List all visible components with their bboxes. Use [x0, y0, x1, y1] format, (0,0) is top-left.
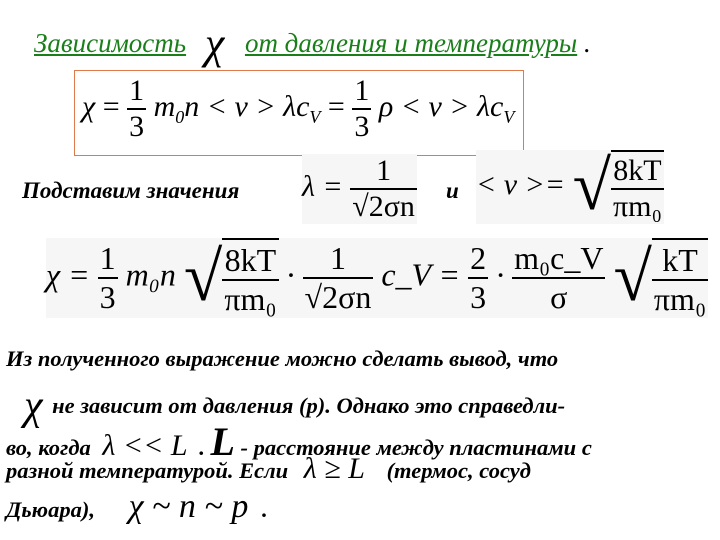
formula-chi-result: χ = $\frac{1}{3}$ m₀n √ $\frac{8kT}{\text{πm₀}}$ · $\frac{1}{√2\sigma n}$ c_V = $\frac{2}{3}$ · $\frac{\text{m₀c\_V}}{\sigma}$ √ $\frac{kT}{\text{πm₀}}$: [46, 239, 707, 317]
f3-8kT: 8kT: [224, 242, 277, 278]
f3-cv: c_V =: [381, 256, 461, 293]
paragraph-line-1: Из полученного выражение можно сделать вывод, что: [6, 346, 559, 371]
title-chi-symbol: χ: [204, 19, 225, 68]
f3-sigma: σ: [512, 277, 605, 316]
lambda-denominator: √2σn: [352, 190, 415, 223]
lambda-numerator: 1: [376, 154, 392, 187]
para-line4-a: разной температурой. Если: [6, 458, 289, 483]
para-line4-b: (термос, сосуд: [386, 458, 531, 483]
f3-two: 2: [470, 240, 487, 276]
f3-three-2: 3: [470, 279, 487, 315]
para-line3-b: - расстояние между пластинами с: [240, 435, 592, 460]
para-line3-L: L: [210, 419, 235, 464]
f3-dot-2: ·: [496, 256, 505, 293]
para-line3-a: во, когда: [6, 435, 91, 460]
para-line5-end: .: [261, 497, 268, 522]
formula-chi-definition: χ = $\frac{1}{3}$ $m_0n < v > \lambda c_V$ = $\frac{1}{3}$ $\rho < v > \lambda c_V$: [82, 74, 515, 143]
f3-pim0: πm₀: [224, 281, 277, 317]
f3-one-2: 1: [329, 240, 346, 276]
f3-three: 3: [99, 279, 116, 315]
para-line5-a: Дьюара),: [6, 497, 95, 522]
v-denominator: πm₀: [612, 190, 662, 223]
lambda-eq: λ =: [302, 169, 343, 203]
title-left: Зависимость: [34, 28, 187, 58]
formula-lambda: [302, 154, 417, 224]
formula-mean-velocity: < v >= √ $\frac{8kT}{\text{πm₀}}$: [476, 148, 662, 225]
title-period: .: [583, 28, 591, 58]
para-chi: χ: [24, 383, 43, 429]
page-title: [34, 18, 714, 66]
f3-kT: kT: [662, 242, 698, 278]
title-right: от давления и температуры: [244, 28, 578, 58]
para-line3-math: λ << L: [102, 429, 188, 462]
f3-den2: √2σn: [304, 279, 372, 315]
f3-pim0-2: πm₀: [653, 281, 707, 317]
v-numerator: 8kT: [613, 154, 662, 187]
para-line4-math: λ ≥ L: [303, 452, 365, 485]
f3-one: 1: [99, 240, 116, 276]
para-line3-dot: .: [199, 435, 205, 460]
paragraph-line-5: [6, 488, 716, 526]
para-line2-text: не зависит от давления (р). Однако это справедли-: [52, 393, 566, 418]
f3-chi-eq: χ =: [46, 256, 90, 293]
f3-m0n: m₀n: [125, 256, 176, 293]
f3-dot-1: ·: [286, 256, 295, 293]
paragraph-line-4: [6, 452, 716, 486]
v-eq: < v >=: [476, 167, 566, 201]
para-line5-math: χ ~ n ~ p: [128, 488, 249, 525]
conjunction-and: и: [446, 178, 459, 203]
substitute-label: Подставим значения: [22, 178, 240, 203]
f3-m0cv: m₀c_V: [514, 240, 604, 276]
